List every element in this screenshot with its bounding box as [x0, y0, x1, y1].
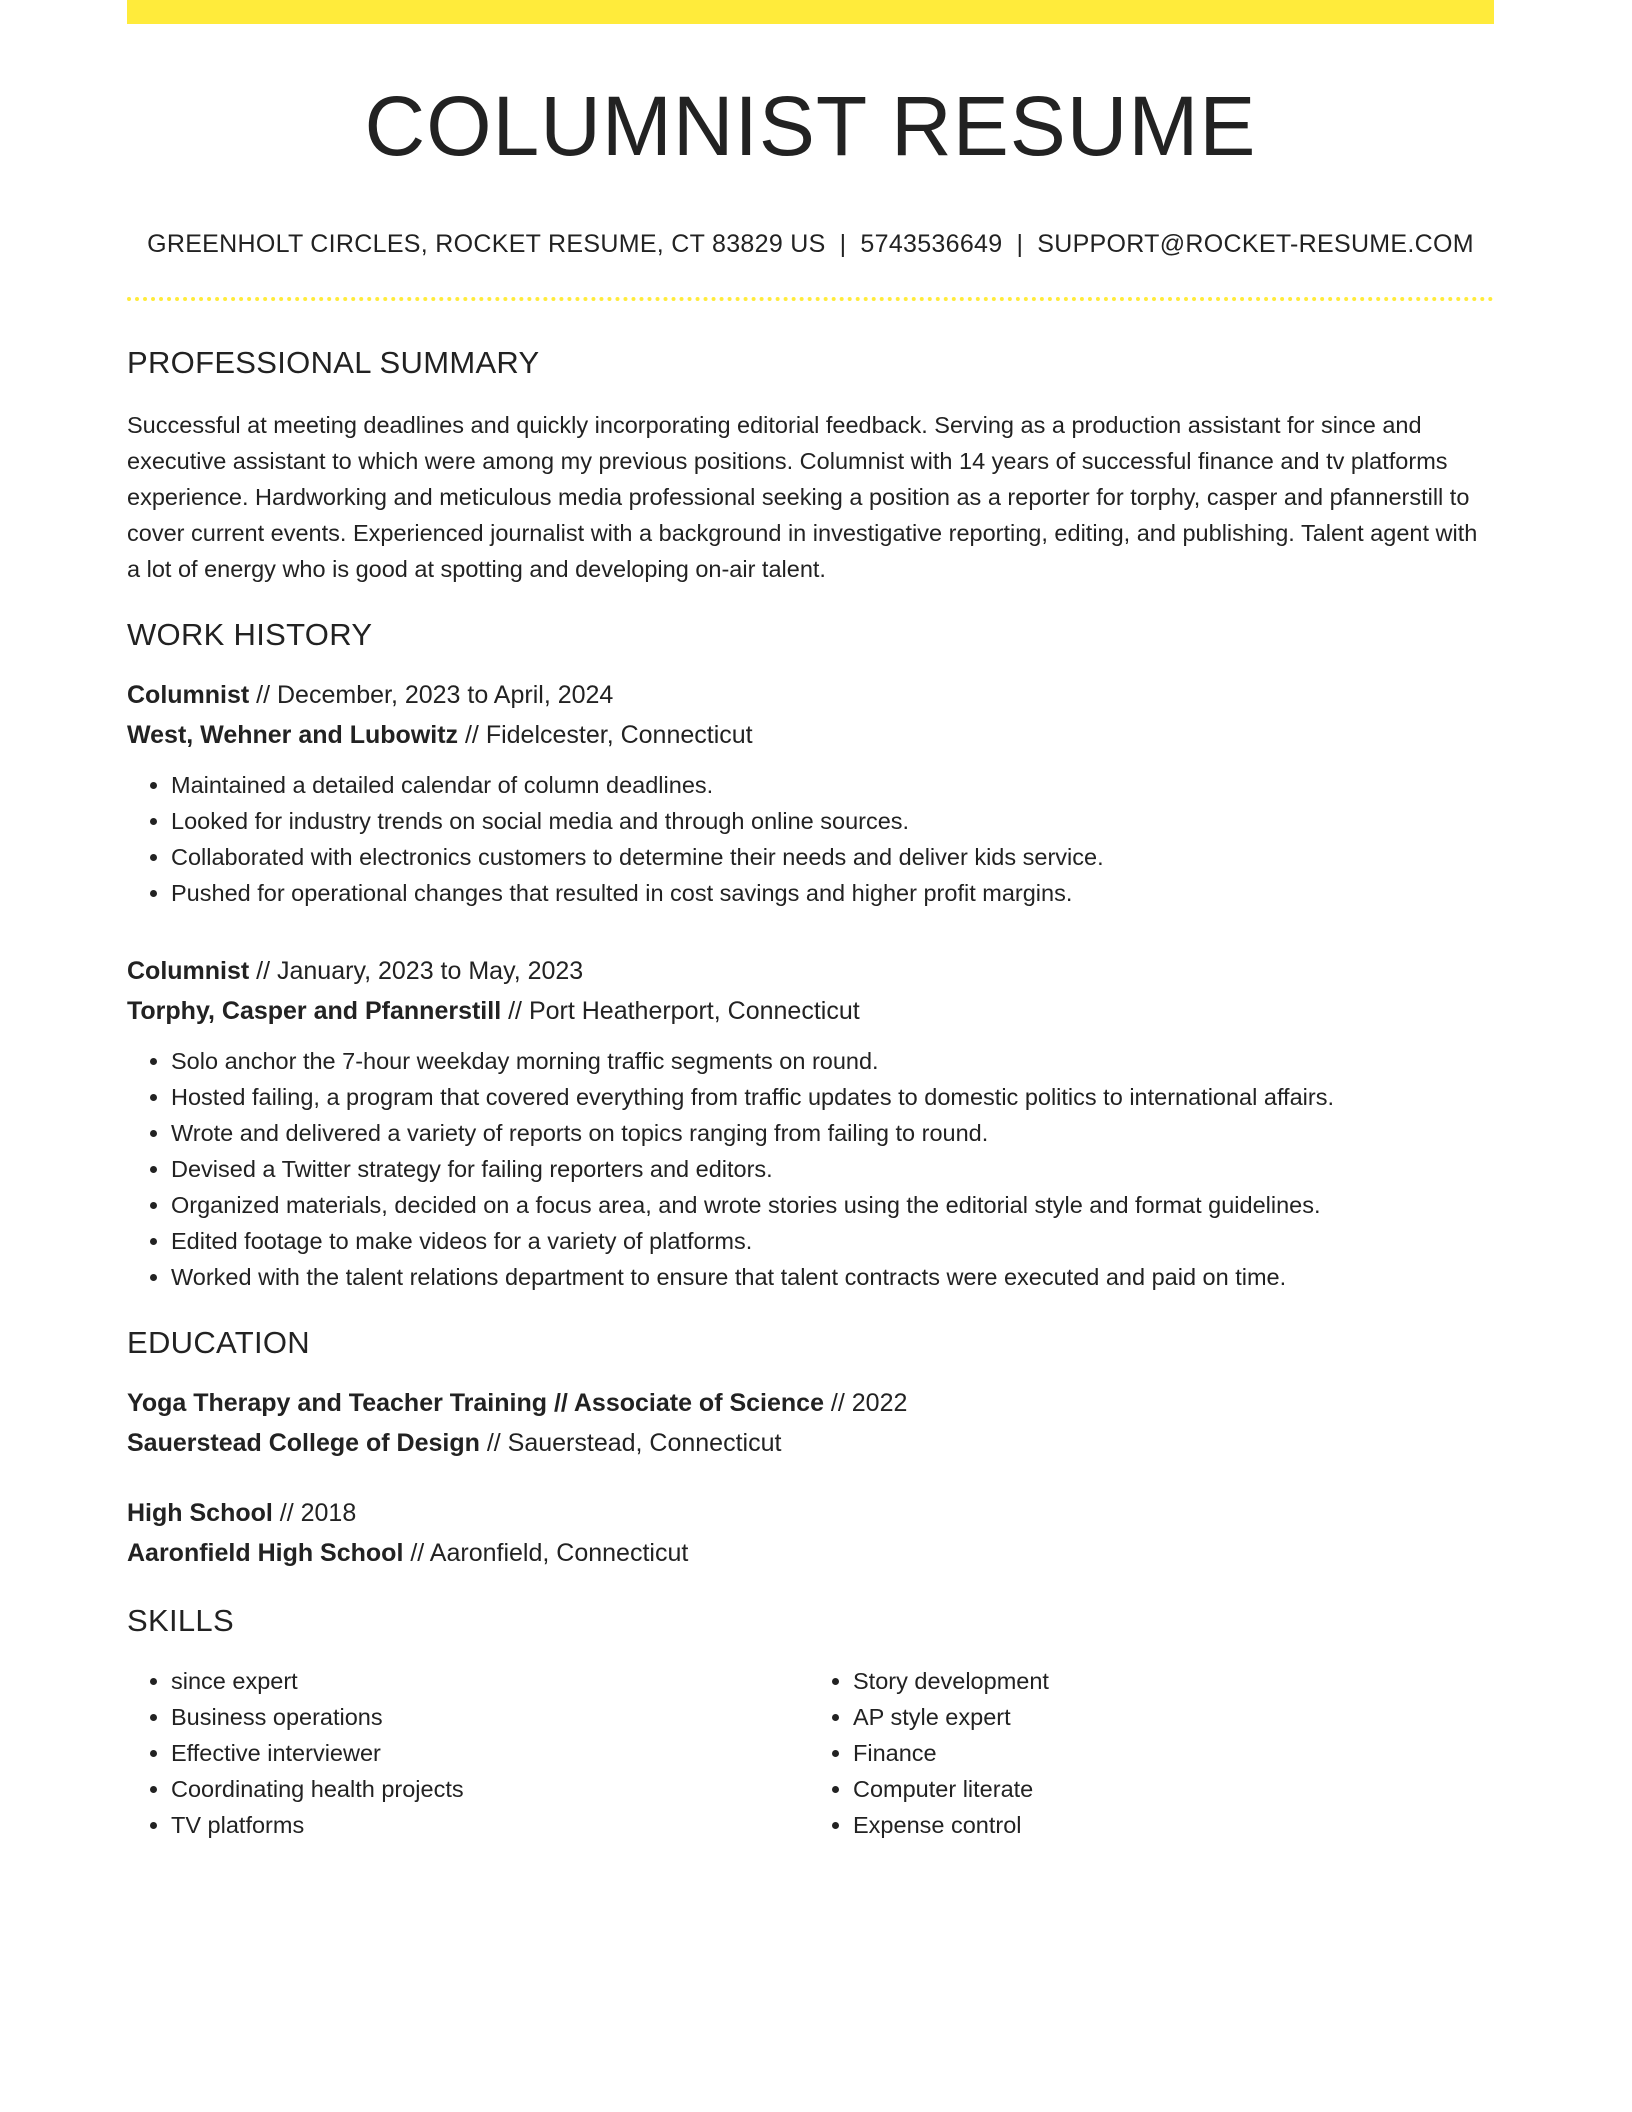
list-item: • Solo anchor the 7-hour weekday morning traffic segments on round. [171, 1043, 1494, 1079]
list-item: • Wrote and delivered a variety of reports on topics ranging from failing to round. [171, 1115, 1494, 1151]
job-title-line [127, 951, 1494, 991]
education-degree-line [127, 1493, 1494, 1533]
summary-text: Successful at meeting deadlines and quickly incorporating editorial feedback. Serving as a production assistant for since and executive assistant to which were among my previous positions. Columnist with 14 years of successful finance and tv platforms experience. Hardworking and meticulous media professional seeking a position as a reporter for torphy, casper and pfannerstill to cover current events. Experienced journalist with a background in investigative reporting, editing, and publishing. Talent agent with a lot of energy who is good at spotting and developing on-air talent. [127, 412, 1478, 583]
list-item: • Organized materials, decided on a focus area, and wrote stories using the editorial style and format guidelines. [171, 1187, 1494, 1223]
job-company: West, Wehner and Lubowitz [127, 721, 459, 750]
list-item: • AP style expert [853, 1699, 1483, 1735]
education-school-line [127, 1423, 1494, 1463]
list-item: • Coordinating health projects [171, 1771, 801, 1807]
list-item: • TV platforms [171, 1807, 801, 1843]
skills-list-left [127, 1663, 801, 1843]
education-degree-line [127, 1383, 1494, 1423]
contact-separator: | [839, 230, 847, 259]
resume-page [127, 0, 1494, 1843]
education-year: // 2018 [272, 1499, 357, 1528]
education-school: Aaronfield High School [127, 1539, 404, 1568]
resume-title: COLUMNIST RESUME [364, 79, 1257, 173]
list-item: • Maintained a detailed calendar of column deadlines. [171, 767, 1494, 803]
list-item: • Computer literate [853, 1771, 1483, 1807]
job-company-line [127, 715, 1494, 755]
education-location: // Aaronfield, Connecticut [403, 1539, 689, 1568]
list-item: • Hosted failing, a program that covered everything from traffic updates to domestic politics to international affairs. [171, 1079, 1494, 1115]
list-item: • Worked with the talent relations department to ensure that talent contracts were executed and paid on time. [171, 1259, 1494, 1295]
list-item: • Edited footage to make videos for a variety of platforms. [171, 1223, 1494, 1259]
contact-email: SUPPORT@ROCKET-RESUME.COM [1037, 230, 1474, 259]
education-year: // 2022 [823, 1389, 908, 1418]
list-item: • Looked for industry trends on social media and through online sources. [171, 803, 1494, 839]
dotted-divider [127, 297, 1494, 301]
list-item: • Finance [853, 1735, 1483, 1771]
job-bullets [127, 767, 1494, 911]
job-title: Columnist [127, 957, 250, 986]
list-item: • Story development [853, 1663, 1483, 1699]
list-item: • Devised a Twitter strategy for failing reporters and editors. [171, 1151, 1494, 1187]
job-location: // Fidelcester, Connecticut [458, 721, 753, 750]
job-title: Columnist [127, 681, 250, 710]
contact-line [127, 230, 1494, 259]
list-item: • Pushed for operational changes that resulted in cost savings and higher profit margins. [171, 875, 1494, 911]
list-item: • since expert [171, 1663, 801, 1699]
education-heading: EDUCATION [127, 1325, 310, 1361]
job-title-line [127, 675, 1494, 715]
education-degree: High School [127, 1499, 273, 1528]
work-history-heading: WORK HISTORY [127, 617, 373, 653]
contact-separator: | [1016, 230, 1024, 259]
job-dates: // January, 2023 to May, 2023 [249, 957, 584, 986]
skills-list-right [801, 1663, 1483, 1843]
list-item: • Collaborated with electronics customers to determine their needs and deliver kids service. [171, 839, 1494, 875]
education-entry [127, 1493, 1494, 1573]
job-company: Torphy, Casper and Pfannerstill [127, 997, 502, 1026]
education-degree: Yoga Therapy and Teacher Training // Associate of Science [127, 1389, 824, 1418]
contact-address: GREENHOLT CIRCLES, ROCKET RESUME, CT 83829 US [147, 230, 826, 259]
education-school: Sauerstead College of Design [127, 1429, 480, 1458]
job-entry [127, 675, 1494, 911]
job-entry [127, 951, 1494, 1295]
skills-heading: SKILLS [127, 1603, 234, 1639]
job-dates: // December, 2023 to April, 2024 [249, 681, 614, 710]
summary-heading: PROFESSIONAL SUMMARY [127, 345, 540, 381]
job-company-line [127, 991, 1494, 1031]
list-item: • Business operations [171, 1699, 801, 1735]
skills-columns [127, 1663, 1494, 1843]
education-school-line [127, 1533, 1494, 1573]
education-location: // Sauerstead, Connecticut [479, 1429, 782, 1458]
education-entry [127, 1383, 1494, 1463]
list-item: • Expense control [853, 1807, 1483, 1843]
contact-phone: 5743536649 [860, 230, 1003, 259]
job-location: // Port Heatherport, Connecticut [501, 997, 860, 1026]
job-bullets [127, 1043, 1494, 1295]
accent-top-bar [127, 0, 1494, 24]
list-item: • Effective interviewer [171, 1735, 801, 1771]
